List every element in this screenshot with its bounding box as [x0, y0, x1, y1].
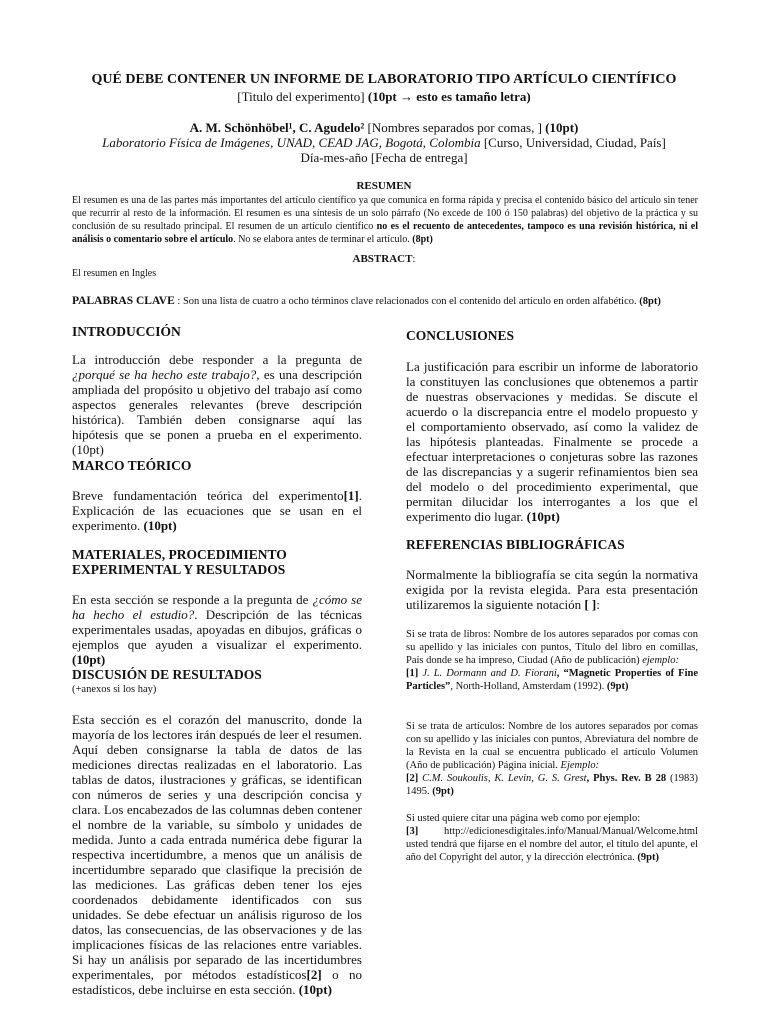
marco-heading: MARCO TEÓRICO [72, 458, 192, 473]
keywords-size: (8pt) [639, 296, 661, 307]
date-line: Día-mes-año [Fecha de entrega] [300, 150, 468, 165]
authors-size: (10pt) [545, 120, 579, 135]
materiales-text-part1: En esta sección se responde a la pregunta de [72, 592, 313, 607]
referencias-intro [406, 567, 698, 612]
discusion-size: (10pt) [298, 982, 332, 997]
ref2-rest: (1983) 1495. [406, 773, 698, 797]
ref1-size: (9pt) [606, 681, 629, 692]
discusion-text-part2: o no estadísticos, debe incluirse en esta sección. [72, 967, 362, 997]
affiliation: Laboratorio Física de Imágenes, UNAD, CEAD JAG, Bogotá, Colombia [102, 135, 481, 150]
resumen-heading: RESUMEN [356, 180, 412, 192]
abstract-heading: ABSTRACT [352, 253, 413, 265]
authors-line [40, 120, 728, 136]
intro-text [72, 352, 362, 457]
materiales-heading [72, 547, 287, 577]
marco-size: (10pt) [143, 518, 177, 533]
resumen-size: (8pt) [412, 234, 433, 245]
keywords-label: PALABRAS CLAVE [72, 295, 175, 307]
intro-heading: INTRODUCCIÓN [72, 324, 181, 339]
marco-ref: [1] [343, 488, 359, 503]
ref-libros-ejemplo: ejemplo: [642, 655, 679, 666]
ref-libros-text: Si se trata de libros: Nombre de los autores separados por comas con su apellido y las iniciales con puntos, Título del libro en comillas, País donde se ha impreso, Ciudad (Año de publicación) [406, 629, 698, 666]
intro-question: ¿porqué se ha hecho este trabajo? [72, 367, 257, 382]
ref-web-block [406, 812, 698, 864]
materiales-heading-line2: EXPERIMENTAL Y RESULTADOS [72, 562, 286, 577]
conclusiones-text [406, 359, 698, 524]
keywords-text: : Son una lista de cuatro a ocho términos clave relacionados con el contenido del artículo en orden alfabético. [174, 296, 637, 307]
document-title: QUÉ DEBE CONTENER UN INFORME DE LABORATORIO TIPO ARTÍCULO CIENTÍFICO [91, 72, 677, 87]
resumen-text-part1: El resumen es una de las partes más importantes del artículo científico ya que comunica en forma rápida y precisa el contenido básico del artículo sin tener que recurrir al resto de la información. El resumen es una síntesis de un solo párrafo (No excede de 100 ó 150 palabras) del objetivo de la práctica y su conclusión de su resultado principal. El resumen de un artículo científico [72, 195, 698, 232]
ref-articulos-block [406, 720, 698, 798]
materiales-text-part2: . Descripción de las técnicas experimentales usadas, apoyadas en dibujos, gráficas o ejemplos que ayuden a visualizar el experimento. [72, 607, 362, 652]
affiliation-line [40, 135, 728, 151]
ref-articulos-text: Si se trata de artículos: Nombre de los autores separados por comas con su apellido y las iniciales con puntos, Abreviatura del nombre de la Revista en la cual se encuentra publicado el artículo Volumen (Año de publicación) Página inicial. [406, 721, 698, 771]
marco-text-part2: . Explicación de las ecuaciones que se usan en el experimento. [72, 488, 362, 533]
discusion-heading: DISCUSIÓN DE RESULTADOS [72, 667, 262, 682]
resumen-text-part2: . No se elabora antes de terminar el artículo. [233, 234, 410, 245]
referencias-heading: REFERENCIAS BIBLIOGRÁFICAS [406, 537, 625, 552]
ref2-size: (9pt) [432, 786, 454, 797]
referencias-intro-ref: [ ] [584, 597, 597, 612]
discusion-text-part1: Esta sección es el corazón del manuscrito, donde la mayoría de los lectores irán después de leer el resumen. Aquí deben consignarse la tabla de datos de las mediciones directas realizadas en el laboratorio. Las tablas de datos, ilustraciones y gráficas, se identifican con números de series y una descripción concisa y clara. Los encabezados de las columnas deben contener el nombre de la variable, su símbolo y unidades de medida. Junto a cada entrada numérica debe figurar la respectiva incertidumbre, a menos que un análisis de incertidumbre separado que clasifique la precisión de las mediciones. Las gráficas deben tener los ejes coordenados debidamente identificados con sus unidades. Se debe efectuar un análisis riguroso de los datos, las consecuencias, de las observaciones y de las implicaciones físicas de las relaciones entre variables. Si hay un análisis por separado de las incertidumbres experimentales, por métodos estadísticos [72, 712, 362, 982]
intro-text-part2: , es una descripción ampliada del propósito u objetivo del trabajo así como aspectos generales relevantes (breve descripción histórica). También deben consignarse aquí las hipótesis que se ponen a prueba en el experimento. (10pt) [72, 367, 362, 457]
ref3-rest: http://edicionesdigitales.info/Manual/Manual/Welcome.html usted tendrá que fijarse en el nombre del autor, el título del apunte, el año del Copyright del autor, y la dirección electrónica. [406, 826, 698, 863]
marco-text-part1: Breve fundamentación teórica del experimento [72, 488, 344, 503]
abstract-text: El resumen en Ingles [72, 268, 157, 279]
referencias-intro-text: Normalmente la bibliografía se cita según la normativa exigida por la revista elegida. Para esta presentación utilizaremos la siguiente notación [406, 567, 698, 612]
conclusiones-size: (10pt) [526, 509, 560, 524]
discusion-ref: [2] [306, 967, 322, 982]
authors-note: [Nombres separados por comas, ] [367, 120, 542, 135]
ref2-authors: C.M. Soukoulis, K. Levin, G. S. Grest [418, 773, 587, 784]
ref1-number: [1] [406, 668, 419, 679]
title-bracket-note: [Titulo del experimento] [237, 89, 365, 104]
keywords-line [72, 295, 712, 307]
ref3-size: (9pt) [637, 852, 659, 863]
title-subline [40, 89, 728, 105]
ref2-number: [2] [406, 773, 419, 784]
resumen-bold-part: no es el recuento de antecedentes, tampoco es una revisión histórica, ni el análisis o comentario sobre el artículo [72, 221, 699, 245]
authors: A. M. Schönhöbel¹, C. Agudelo² [189, 120, 365, 135]
abstract-heading-line [40, 253, 728, 265]
ref2-journal: , Phys. Rev. B 28 [586, 773, 667, 784]
conclusiones-heading: CONCLUSIONES [406, 328, 515, 343]
title-size-note: (10pt → esto es tamaño letra) [367, 89, 531, 104]
ref1-authors: J. L. Dormann and D. Fiorani [418, 668, 557, 679]
conclusiones-text-part1: La justificación para escribir un informe de laboratorio la constituyen las conclusiones que obtenemos a partir de nuestras observaciones y medidas. Se discute el acuerdo o la discrepancia entre el modelo propuesto y el comportamiento observado, así como la validez de las hipótesis planteadas. Finalmente se procede a efectuar interpretaciones o conjeturas sobre las razones de las discrepancias y a sugerir refinamientos bien sea del modelo o del procedimiento experimental, que permitan dilucidar los interrogantes a los que el experimento dio lugar. [406, 359, 698, 524]
ref-articulos-ejemplo: Ejemplo: [560, 760, 600, 771]
abstract-colon: : [412, 253, 416, 265]
ref-libros-block [406, 628, 698, 693]
ref1-title: , “Magnetic Properties of Fine Particles” [406, 668, 698, 692]
affiliation-note: [Curso, Universidad, Ciudad, País] [483, 135, 666, 150]
materiales-heading-line1: MATERIALES, PROCEDIMIENTO [72, 547, 287, 562]
referencias-intro-colon: : [596, 597, 600, 612]
discusion-note: (+anexos si los hay) [72, 684, 157, 695]
resumen-text [72, 194, 698, 246]
ref1-rest: , North-Holland, Amsterdam (1992). [450, 681, 607, 692]
marco-text [72, 488, 362, 533]
materiales-size: (10pt) [72, 652, 106, 667]
ref3-number: [3] [406, 826, 419, 837]
materiales-text [72, 592, 362, 667]
materiales-question: ¿cómo se ha hecho el estudio? [72, 592, 362, 622]
intro-text-part1: La introducción debe responder a la pregunta de [72, 352, 362, 367]
discusion-text [72, 712, 362, 997]
ref-web-text: Si usted quiere citar una página web como por ejemplo: [406, 813, 641, 824]
